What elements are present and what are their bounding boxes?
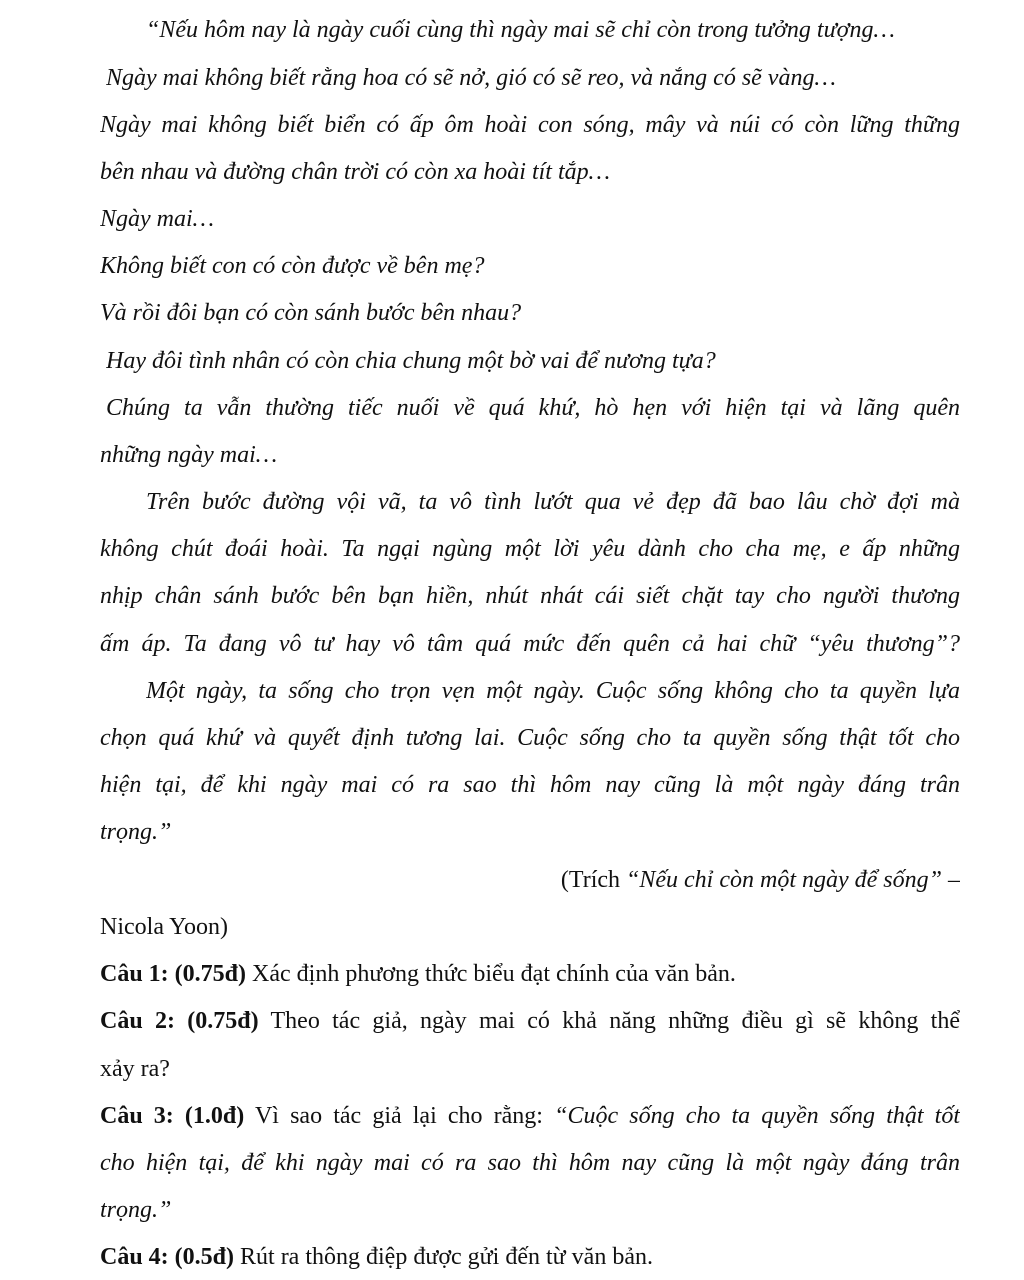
passage-line: Không biết con có còn được về bên mẹ? (100, 253, 485, 279)
question-2 (100, 1004, 960, 1038)
question-text-line: xảy ra? (100, 1056, 170, 1082)
citation-author: Nicola Yoon) (100, 914, 229, 940)
passage-line: “Nếu hôm nay là ngày cuối cùng thì ngày mai sẽ chỉ còn trong tưởng tượng… (146, 17, 895, 43)
question-3 (100, 1099, 960, 1133)
passage-line: Ngày mai… (100, 206, 214, 232)
passage-line: trọng.” (100, 819, 172, 845)
question-label: Câu 3: (1.0đ) (100, 1103, 245, 1129)
passage-line: bên nhau và đường chân trời có còn xa hoài tít tắp… (100, 159, 610, 185)
question-text: Rút ra thông điệp được gửi đến từ văn bản. (240, 1244, 653, 1270)
passage-line: hiện tại, để khi ngày mai có ra sao thì hôm nay cũng là một ngày đáng trân (100, 772, 960, 798)
question-label: Câu 2: (0.75đ) (100, 1008, 259, 1034)
question-intro: Vì sao tác giả lại cho rằng: (254, 1103, 555, 1129)
passage-line: Ngày mai không biết rằng hoa có sẽ nở, gió có sẽ reo, và nắng có sẽ vàng… (106, 65, 836, 91)
question-label: Câu 4: (0.5đ) (100, 1244, 235, 1270)
passage-line: Hay đôi tình nhân có còn chia chung một bờ vai để nương tựa? (106, 348, 716, 374)
passage-line: chọn quá khứ và quyết định tương lai. Cuộc sống cho ta quyền sống thật tốt cho (100, 725, 960, 751)
question-4 (100, 1240, 960, 1274)
question-label: Câu 1: (0.75đ) (100, 961, 247, 987)
question-quote: “Cuộc sống cho ta quyền sống thật tốt (554, 1103, 960, 1129)
passage-line: Chúng ta vẫn thường tiếc nuối về quá khứ, hò hẹn với hiện tại và lãng quên (106, 395, 960, 421)
passage-line: ấm áp. Ta đang vô tư hay vô tâm quá mức đến quên cả hai chữ “yêu thương”? (100, 631, 960, 657)
question-quote-line: cho hiện tại, để khi ngày mai có ra sao thì hôm nay cũng là một ngày đáng trân (100, 1150, 960, 1176)
question-text: Theo tác giả, ngày mai có khả năng những điều gì sẽ không thể (270, 1008, 960, 1034)
passage-line: nhịp chân sánh bước bên bạn hiền, nhút nhát cái siết chặt tay cho người thương (100, 583, 960, 609)
passage-line: Một ngày, ta sống cho trọn vẹn một ngày. Cuộc sống không cho ta quyền lựa (146, 678, 960, 704)
question-text: Xác định phương thức biểu đạt chính của văn bản. (252, 961, 736, 987)
passage-line: những ngày mai… (100, 442, 278, 468)
passage-line: Và rồi đôi bạn có còn sánh bước bên nhau? (100, 300, 522, 326)
passage-line: Trên bước đường vội vã, ta vô tình lướt qua vẻ đẹp đã bao lâu chờ đợi mà (146, 489, 960, 515)
passage-line: Ngày mai không biết biển có ấp ôm hoài con sóng, mây và núi có còn lững thững (100, 112, 960, 138)
citation-dash: – (942, 867, 960, 893)
passage-line: không chút đoái hoài. Ta ngại ngùng một lời yêu dành cho cha mẹ, e ấp những (100, 536, 960, 562)
citation-title: “Nếu chỉ còn một ngày để sống” (626, 867, 942, 893)
citation-line (100, 863, 960, 897)
citation-prefix: (Trích (560, 867, 627, 893)
question-quote-line: trọng.” (100, 1197, 172, 1223)
question-1 (100, 957, 960, 991)
